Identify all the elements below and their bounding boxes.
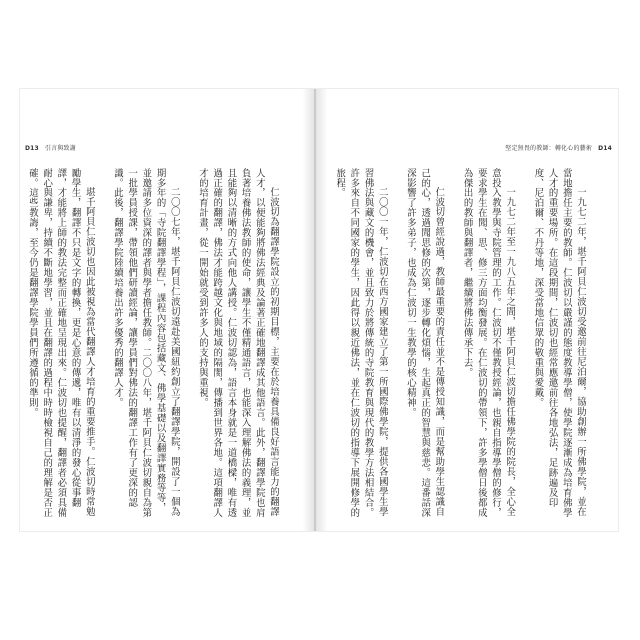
left-page-number: D13 [25,145,39,152]
left-paragraph: 二〇〇七年，堪千阿貝仁波切遠赴美國紐約創立了翻譯學院，開設了一個為期多年的「寺院翻譯學程」，課程內容包括藏文、佛學基礎以及翻譯實務等等，並邀請多位資深的譯者與學者擔任教師。二〇〇八年，堪千阿貝仁波切親自為第一批學員授課，帶領他們研讀經論，讓學員們對佛法的翻譯工作有了更深的認識。此後，翻譯學院陸續培養出許多優秀的翻譯人才。 [111,168,180,518]
right-page-body [334,168,587,520]
right-page-number: D14 [598,145,612,152]
right-paragraph: 一九七二年至一九八五年之間，堪千阿貝仁波切擔任佛學院的院長，全心全意投入教學與寺院管理的工作。仁波切不僅教授經論，也親自指導學僧的修行，要求學生在聞、思、修三方面均衡發展。在仁波切的帶領下，許多學僧日後都成為傑出的教師與翻譯者，繼續將佛法傳承下去。 [461,168,516,518]
right-paragraph: 一九七二年，堪千阿貝仁波切受邀前往尼泊爾，協助創辦一所佛學院，並在當地擔任主要的教師。仁波切以嚴謹的態度教導學僧，使學院逐漸成為培育佛學人才的重要場所。在這段期間，仁波切也經常應邀前往各地弘法，足跡遍及印度、尼泊爾、不丹等地，深受當地信眾的敬重與愛戴。 [532,168,586,518]
right-page-header [505,143,612,152]
right-running-head: 堅定無畏的教師：轉化心的藝術 [505,145,593,152]
right-paragraph: 二〇〇一年，仁波切在西方國家建立了第一所國際佛學院，提供各國學生學習佛法與藏文的機會，並且致力於將傳統的寺院教育與現代的教學方法相結合。許多來自不同國家的學生，因此得以親近佛法，並在仁波切的指導下展開修學的旅程。 [334,168,388,518]
book-gutter [302,89,328,531]
left-running-head: 引言與致謝 [44,145,76,152]
left-page-body [26,168,280,520]
left-paragraph: 仁波切為翻譯學院設立的初期目標，主要在於培養具備良好語言能力的翻譯人才，以便能夠將佛法經典及論著正確地翻譯成其他語言。此外，翻譯學院也肩負著培養佛法教師的使命，讓學生不僅精通語言，也能深入理解佛法的義理，並且能夠以清晰的方式向他人講授。仁波切認為，語言本身就是一道橋樑，唯有透過正確的翻譯，佛法才能跨越文化與地域的隔閡，傳播到世界各地。這項翻譯人才的培育計畫，從一開始就受到許多人的支持與重視。 [196,168,279,518]
left-page-header [25,143,76,152]
right-paragraph: 仁波切曾經說過，教師最重要的責任並不是傳授知識，而是幫助學生認識自己的心，透過聞思修的次第，逐步轉化煩惱，生起真正的智慧與慈悲。這番話深深影響了許多弟子，也成為仁波切一生教學的核心精神。 [404,168,445,518]
left-paragraph: 堪千阿貝仁波切也因此被視為當代翻譯人才培育的重要推手。仁波切時常勉勵學生，翻譯不只是文字的轉換，更是心意的傳遞，唯有以清淨的發心從事翻譯，才能將上師的教法完整而正確地呈現出來。仁波切也提醒，翻譯者必須具備耐心與謙卑，持續不斷地學習，並且在翻譯的過程中時時檢視自己的理解是否正確。這些教誨，至今仍是翻譯學院學員們所遵循的準則。 [26,168,95,518]
